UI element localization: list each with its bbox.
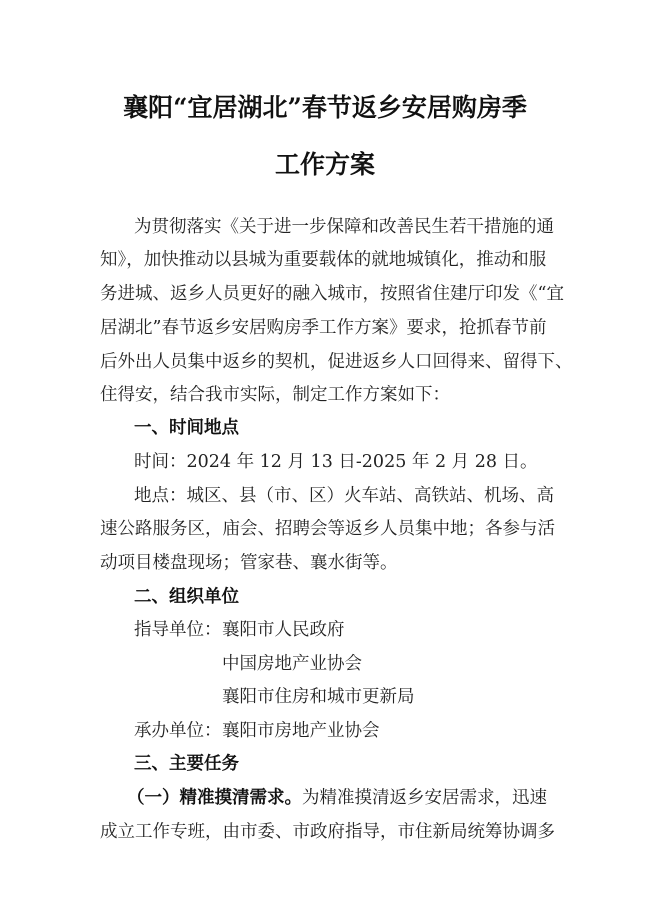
place-line-1: 地点：城区、县（市、区）火车站、高铁站、机场、高 (134, 486, 554, 506)
guide-unit-3: 襄阳市住房和城市更新局 (222, 687, 415, 707)
time-line: 时间：2024 年 12 月 13 日-2025 年 2 月 28 日。 (134, 452, 538, 472)
document-title-line2: 工作方案 (274, 150, 375, 179)
task1-title: （一）精准摸清需求。 (127, 788, 302, 808)
intro-line-2: 知》，加快推动以县城为重要载体的就地城镇化，推动和服 (100, 250, 547, 270)
section3-heading: 三、主要任务 (134, 754, 239, 774)
document-title-line1: 襄阳“宜居湖北”春节返乡安居购房季 (123, 93, 527, 122)
intro-line-4: 居湖北”春节返乡安居购房季工作方案》要求，抢抓春节前 (100, 318, 547, 338)
task1-line2: 成立工作专班，由市委、市政府指导，市住新局统筹协调多 (100, 822, 555, 842)
host-unit: 襄阳市房地产业协会 (222, 721, 380, 741)
guide-unit-2: 中国房地产业协会 (222, 654, 362, 674)
guide-unit-1: 襄阳市人民政府 (222, 620, 345, 640)
intro-line-3: 务进城、返乡人员更好的融入城市，按照省住建厅印发《“宜 (100, 284, 564, 304)
task1-line1 (127, 784, 547, 809)
section1-heading: 一、时间地点 (134, 418, 239, 438)
guide-label: 指导单位： (134, 620, 222, 640)
intro-line-5: 后外出人员集中返乡的契机，促进返乡人口回得来、留得下、 (100, 352, 573, 372)
host-label: 承办单位： (134, 721, 222, 741)
section2-heading: 二、组织单位 (134, 587, 239, 607)
intro-line-1: 为贯彻落实《关于进一步保障和改善民生若干措施的通 (134, 217, 554, 237)
place-line-3: 动项目楼盘现场；管家巷、襄水街等。 (100, 553, 398, 573)
place-line-2: 速公路服务区，庙会、招聘会等返乡人员集中地；各参与活 (100, 519, 555, 539)
task1-line1-rest: 为精准摸清返乡安居需求，迅速 (302, 788, 547, 808)
intro-line-6: 住得安，结合我市实际，制定工作方案如下： (100, 385, 450, 405)
